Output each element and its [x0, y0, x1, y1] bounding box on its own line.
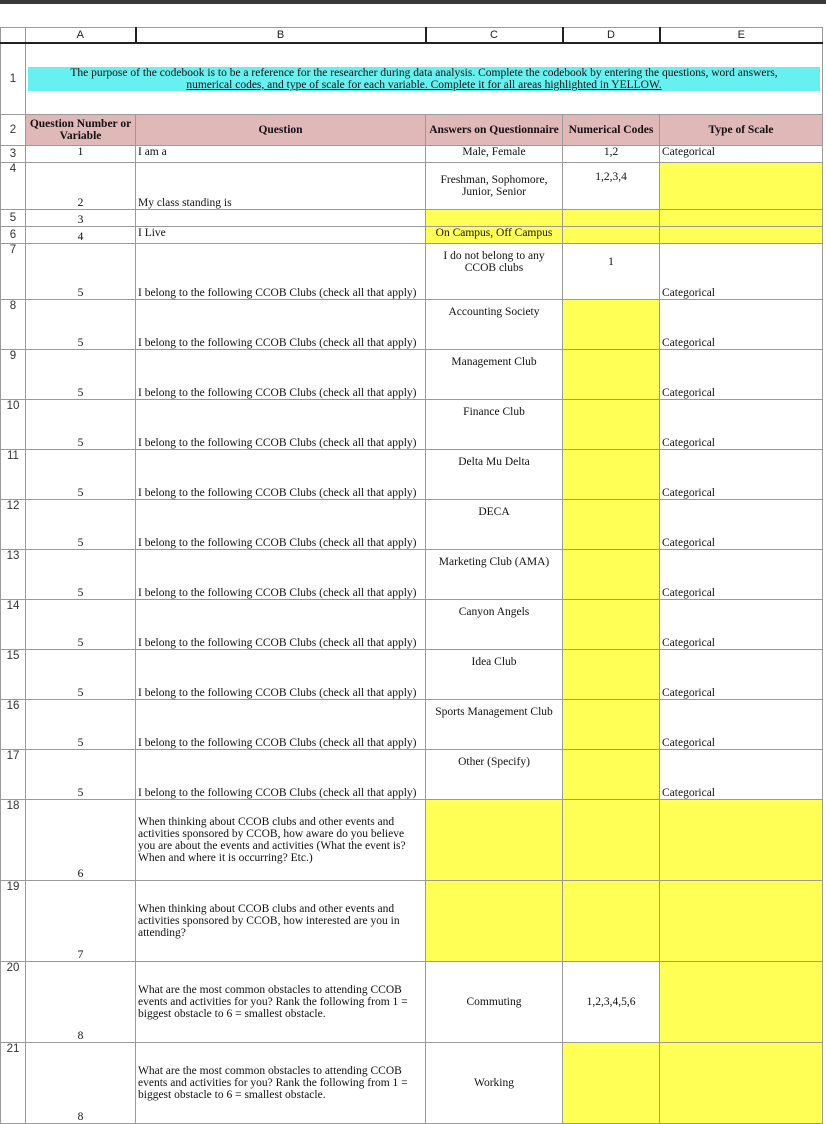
purpose-cell[interactable] — [26, 43, 823, 115]
column-header-a[interactable]: A — [26, 28, 136, 44]
cell-question-number[interactable]: 1 — [26, 146, 136, 163]
window-top-bar — [0, 0, 826, 4]
row-number[interactable]: 4 — [1, 163, 26, 210]
cell-answer[interactable]: Commuting — [426, 962, 563, 1043]
cell-question-number[interactable]: 8 — [26, 1043, 136, 1124]
table-row — [1, 227, 823, 244]
cell-type-of-scale[interactable]: Categorical — [660, 550, 823, 600]
column-header-b[interactable]: B — [136, 28, 426, 44]
cell-numerical-codes[interactable] — [563, 881, 660, 962]
cell-question-number[interactable]: 5 — [26, 550, 136, 600]
cell-answer[interactable]: Accounting Society — [426, 300, 563, 350]
cell-question[interactable]: When thinking about CCOB clubs and other events and activities sponsored by CCOB, how aware do you believe you are about the events and activities (What the event is? When and where it is occurring? Etc.) — [136, 800, 426, 881]
table-row — [1, 450, 823, 500]
row-number[interactable]: 21 — [1, 1043, 26, 1124]
cell-numerical-codes[interactable] — [563, 227, 660, 244]
cell-question[interactable]: I belong to the following CCOB Clubs (check all that apply) — [136, 750, 426, 800]
table-row — [1, 881, 823, 962]
purpose-row — [1, 43, 823, 115]
cell-question[interactable]: When thinking about CCOB clubs and other events and activities sponsored by CCOB, how interested are you in attending? — [136, 881, 426, 962]
cell-type-of-scale[interactable]: Categorical — [660, 146, 823, 163]
row-number[interactable]: 2 — [1, 115, 26, 146]
cell-question-number[interactable]: 5 — [26, 650, 136, 700]
cell-type-of-scale[interactable]: Categorical — [660, 650, 823, 700]
cell-question[interactable]: I belong to the following CCOB Clubs (check all that apply) — [136, 450, 426, 500]
column-header-d[interactable]: D — [563, 28, 660, 44]
row-number[interactable]: 12 — [1, 500, 26, 550]
cell-numerical-codes[interactable] — [563, 500, 660, 550]
row-number[interactable]: 8 — [1, 300, 26, 350]
header-type-of-scale[interactable]: Type of Scale — [660, 115, 823, 146]
cell-question-number[interactable]: 3 — [26, 210, 136, 227]
cell-type-of-scale[interactable]: Categorical — [660, 450, 823, 500]
cell-type-of-scale[interactable] — [660, 210, 823, 227]
cell-numerical-codes[interactable] — [563, 800, 660, 881]
cell-numerical-codes[interactable] — [563, 1043, 660, 1124]
header-question-number[interactable]: Question Number or Variable — [26, 115, 136, 146]
cell-question[interactable]: I belong to the following CCOB Clubs (check all that apply) — [136, 400, 426, 450]
cell-answer[interactable]: Other (Specify) — [426, 750, 563, 800]
cell-answer[interactable]: Freshman, Sophomore, Junior, Senior — [426, 163, 563, 210]
purpose-text — [28, 67, 820, 91]
cell-answer[interactable]: On Campus, Off Campus — [426, 227, 563, 244]
cell-numerical-codes[interactable]: 1,2 — [563, 146, 660, 163]
row-number[interactable]: 18 — [1, 800, 26, 881]
table-row — [1, 962, 823, 1043]
table-row — [1, 500, 823, 550]
row-number[interactable]: 14 — [1, 600, 26, 650]
cell-question-number[interactable]: 5 — [26, 400, 136, 450]
cell-question-number[interactable]: 5 — [26, 600, 136, 650]
cell-type-of-scale[interactable] — [660, 163, 823, 210]
table-row — [1, 210, 823, 227]
cell-numerical-codes[interactable]: 1,2,3,4,5,6 — [563, 962, 660, 1043]
corner-cell[interactable] — [1, 28, 26, 44]
cell-type-of-scale[interactable]: Categorical — [660, 300, 823, 350]
cell-question[interactable]: I belong to the following CCOB Clubs (check all that apply) — [136, 550, 426, 600]
cell-question-number[interactable]: 5 — [26, 450, 136, 500]
row-number[interactable]: 3 — [1, 146, 26, 163]
cell-answer[interactable]: DECA — [426, 500, 563, 550]
cell-answer[interactable]: Delta Mu Delta — [426, 450, 563, 500]
table-row — [1, 350, 823, 400]
cell-type-of-scale[interactable]: Categorical — [660, 750, 823, 800]
column-header-row — [1, 28, 823, 44]
cell-question-number[interactable]: 8 — [26, 962, 136, 1043]
column-header-c[interactable]: C — [426, 28, 563, 44]
cell-question[interactable]: I belong to the following CCOB Clubs (check all that apply) — [136, 700, 426, 750]
cell-question[interactable]: What are the most common obstacles to attending CCOB events and activities for you? Rank the following from 1 = biggest obstacle to 6 = smallest obstacle. — [136, 1043, 426, 1124]
table-row — [1, 650, 823, 700]
cell-question-number[interactable]: 5 — [26, 700, 136, 750]
table-row — [1, 750, 823, 800]
table-row — [1, 600, 823, 650]
cell-question-number[interactable]: 5 — [26, 300, 136, 350]
cell-type-of-scale[interactable]: Categorical — [660, 350, 823, 400]
header-question[interactable]: Question — [136, 115, 426, 146]
cell-numerical-codes[interactable] — [563, 400, 660, 450]
row-number[interactable]: 7 — [1, 244, 26, 300]
cell-numerical-codes[interactable] — [563, 450, 660, 500]
row-number[interactable]: 11 — [1, 450, 26, 500]
cell-question[interactable]: I Live — [136, 227, 426, 244]
column-header-e[interactable]: E — [660, 28, 823, 44]
cell-question-number[interactable]: 4 — [26, 227, 136, 244]
table-row — [1, 800, 823, 881]
cell-question[interactable]: I belong to the following CCOB Clubs (check all that apply) — [136, 600, 426, 650]
cell-question-number[interactable]: 5 — [26, 350, 136, 400]
cell-question[interactable]: I belong to the following CCOB Clubs (check all that apply) — [136, 300, 426, 350]
cell-type-of-scale[interactable]: Categorical — [660, 244, 823, 300]
row-number[interactable]: 16 — [1, 700, 26, 750]
cell-answer[interactable]: I do not belong to any CCOB clubs — [426, 244, 563, 300]
cell-type-of-scale[interactable]: Categorical — [660, 600, 823, 650]
table-row — [1, 550, 823, 600]
cell-type-of-scale[interactable] — [660, 227, 823, 244]
cell-answer[interactable] — [426, 800, 563, 881]
cell-answer[interactable] — [426, 210, 563, 227]
cell-question[interactable]: I belong to the following CCOB Clubs (check all that apply) — [136, 244, 426, 300]
cell-numerical-codes[interactable]: 1,2,3,4 — [563, 163, 660, 210]
cell-answer[interactable]: Marketing Club (AMA) — [426, 550, 563, 600]
cell-answer[interactable]: Idea Club — [426, 650, 563, 700]
cell-answer[interactable]: Sports Management Club — [426, 700, 563, 750]
cell-numerical-codes[interactable] — [563, 700, 660, 750]
row-number[interactable]: 6 — [1, 227, 26, 244]
purpose-line-1: The purpose of the codebook is to be a reference for the researcher during data analysis. Complete the codebook by entering the questions, word answers, — [70, 67, 778, 79]
cell-type-of-scale[interactable]: Categorical — [660, 700, 823, 750]
cell-question-number[interactable]: 7 — [26, 881, 136, 962]
codebook-spreadsheet — [0, 27, 823, 1124]
cell-numerical-codes[interactable] — [563, 750, 660, 800]
cell-type-of-scale[interactable] — [660, 1043, 823, 1124]
cell-question[interactable]: My class standing is — [136, 163, 426, 210]
header-answers[interactable]: Answers on Questionnaire — [426, 115, 563, 146]
cell-question[interactable] — [136, 210, 426, 227]
cell-answer[interactable] — [426, 881, 563, 962]
cell-question-number[interactable]: 5 — [26, 244, 136, 300]
cell-question[interactable]: I belong to the following CCOB Clubs (check all that apply) — [136, 650, 426, 700]
cell-numerical-codes[interactable] — [563, 650, 660, 700]
cell-question-number[interactable]: 5 — [26, 500, 136, 550]
cell-numerical-codes[interactable] — [563, 350, 660, 400]
cell-answer[interactable]: Male, Female — [426, 146, 563, 163]
table-row — [1, 163, 823, 210]
cell-question-number[interactable]: 2 — [26, 163, 136, 210]
cell-answer[interactable]: Finance Club — [426, 400, 563, 450]
cell-type-of-scale[interactable] — [660, 962, 823, 1043]
cell-type-of-scale[interactable]: Categorical — [660, 500, 823, 550]
cell-type-of-scale[interactable] — [660, 881, 823, 962]
cell-numerical-codes[interactable]: 1 — [563, 244, 660, 300]
cell-question-number[interactable]: 6 — [26, 800, 136, 881]
header-numerical-codes[interactable]: Numerical Codes — [563, 115, 660, 146]
cell-question[interactable]: I am a — [136, 146, 426, 163]
cell-numerical-codes[interactable] — [563, 600, 660, 650]
table-row — [1, 244, 823, 300]
cell-type-of-scale[interactable]: Categorical — [660, 400, 823, 450]
table-row — [1, 146, 823, 163]
cell-question[interactable]: I belong to the following CCOB Clubs (check all that apply) — [136, 500, 426, 550]
row-number[interactable]: 20 — [1, 962, 26, 1043]
cell-answer[interactable]: Working — [426, 1043, 563, 1124]
row-number[interactable]: 1 — [1, 43, 26, 115]
header-row — [1, 115, 823, 146]
table-row — [1, 700, 823, 750]
row-number[interactable]: 9 — [1, 350, 26, 400]
cell-numerical-codes[interactable] — [563, 550, 660, 600]
cell-answer[interactable]: Management Club — [426, 350, 563, 400]
cell-question[interactable]: I belong to the following CCOB Clubs (check all that apply) — [136, 350, 426, 400]
row-number[interactable]: 19 — [1, 881, 26, 962]
row-number[interactable]: 13 — [1, 550, 26, 600]
purpose-line-2: numerical codes, and type of scale for each variable. Complete it for all areas highlighted in YELLOW. — [186, 79, 662, 91]
table-row — [1, 400, 823, 450]
row-number[interactable]: 10 — [1, 400, 26, 450]
row-number[interactable]: 17 — [1, 750, 26, 800]
row-number[interactable]: 5 — [1, 210, 26, 227]
cell-question-number[interactable]: 5 — [26, 750, 136, 800]
table-row — [1, 300, 823, 350]
cell-question[interactable]: What are the most common obstacles to attending CCOB events and activities for you? Rank the following from 1 = biggest obstacle to 6 = smallest obstacle. — [136, 962, 426, 1043]
cell-type-of-scale[interactable] — [660, 800, 823, 881]
table-row — [1, 1043, 823, 1124]
cell-numerical-codes[interactable] — [563, 300, 660, 350]
cell-answer[interactable]: Canyon Angels — [426, 600, 563, 650]
cell-numerical-codes[interactable] — [563, 210, 660, 227]
row-number[interactable]: 15 — [1, 650, 26, 700]
